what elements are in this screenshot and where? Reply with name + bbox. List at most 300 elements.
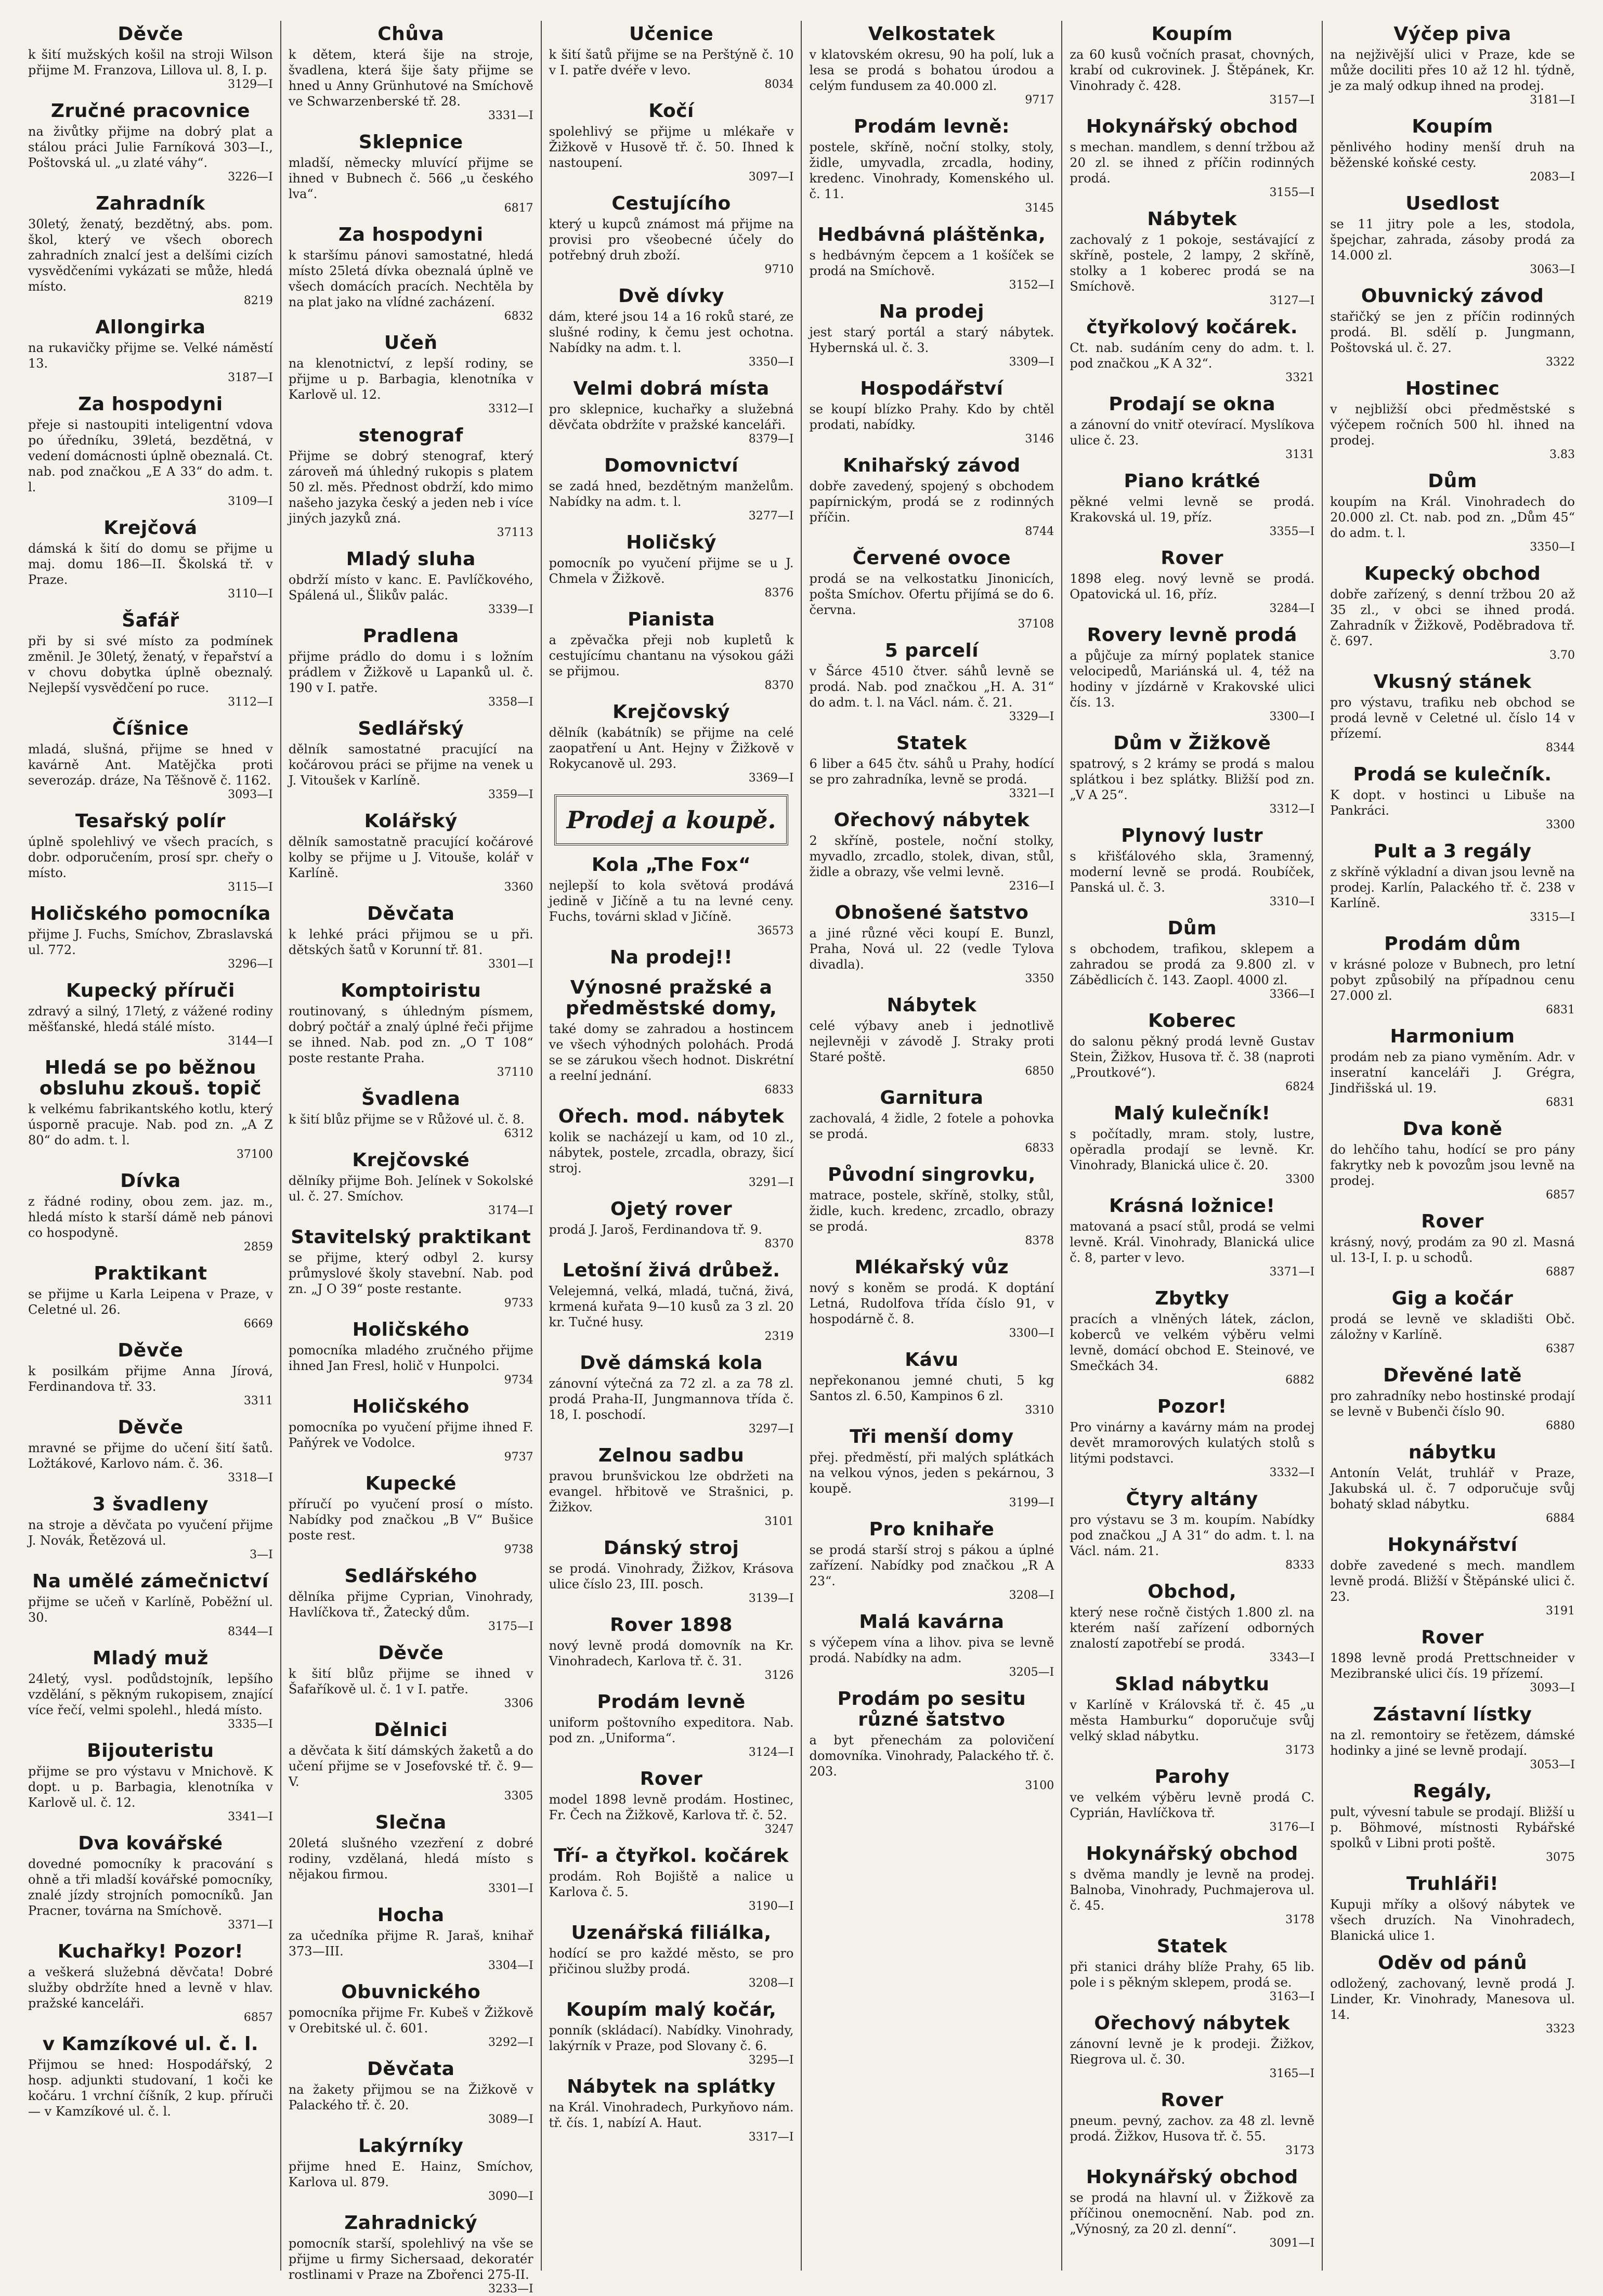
ad-code: 8370 bbox=[764, 1237, 794, 1250]
ad-heading: Gig a kočár bbox=[1391, 1288, 1514, 1309]
ad-code: 3332—I bbox=[1269, 1466, 1315, 1479]
ad-heading: Mladý sluha bbox=[346, 549, 476, 570]
ad-heading: Holičského bbox=[352, 1396, 470, 1417]
ad-code: 3178 bbox=[1285, 1913, 1315, 1926]
ad-code: 3310 bbox=[1025, 1404, 1054, 1417]
ad-code: 3371—I bbox=[228, 1919, 273, 1932]
ad-body: 1898 levně prodá Prettschneider v Mezibranské ulici čís. 19 přízemí. bbox=[1330, 1651, 1575, 1681]
classified-ad bbox=[289, 132, 533, 215]
ad-code: 3139—I bbox=[748, 1592, 794, 1605]
ad-code: 3295—I bbox=[748, 2054, 794, 2067]
classified-ad bbox=[549, 1538, 794, 1606]
classified-ad bbox=[1070, 1397, 1314, 1480]
ad-heading: Děvče bbox=[118, 1340, 184, 1361]
classified-ad bbox=[289, 1566, 533, 1634]
ad-heading: Prodají se okna bbox=[1109, 394, 1276, 415]
ad-body: spatrový, s 2 krámy se prodá s malou splátkou i bez splátky. Bližší pod zn. „V A 25“. bbox=[1070, 756, 1315, 802]
ad-heading: Statek bbox=[1156, 1936, 1228, 1957]
ad-heading: Pult a 3 regály bbox=[1373, 841, 1532, 862]
ad-code: 3.70 bbox=[1549, 649, 1575, 662]
ad-body: pěnlivého hodiny menší druh na běženské koňské cesty. bbox=[1330, 140, 1575, 170]
ad-body: hodící se pro každé město, se pro přičinou služby prodá. bbox=[549, 1946, 794, 1976]
ad-heading: Komptoiristu bbox=[341, 980, 481, 1001]
classified-ad bbox=[289, 904, 533, 971]
ad-code: 6387 bbox=[1545, 1342, 1575, 1355]
ad-heading: Mladý muž bbox=[93, 1648, 208, 1669]
ad-code: 6831 bbox=[1545, 1096, 1575, 1109]
ad-code: 3305 bbox=[504, 1790, 533, 1803]
classified-ad bbox=[28, 610, 273, 709]
ad-body: v nejbližší obci předměstské s výčepem ročních 500 hl. ihned na prodej. bbox=[1330, 402, 1575, 448]
ad-body: pomocníka přijme Fr. Kubeš v Žižkově v Orebitské ul. č. 601. bbox=[288, 2005, 533, 2036]
ad-body: z skříně výkladní a divan jsou levně na prodej. Karlín, Palackého tř. č. 238 v Karlíně. bbox=[1330, 865, 1575, 910]
classified-column bbox=[542, 21, 802, 2271]
ad-code: 3358—I bbox=[488, 696, 533, 709]
ad-code: 8376 bbox=[764, 586, 794, 599]
classified-column bbox=[21, 21, 281, 2271]
ad-code: 6831 bbox=[1545, 1003, 1575, 1016]
classified-ad bbox=[809, 1612, 1054, 1679]
ad-code: 3097—I bbox=[748, 171, 794, 184]
classified-ad bbox=[28, 2034, 273, 2119]
ad-code: 6887 bbox=[1545, 1266, 1575, 1279]
ad-heading: Prodám po sesitu různé šatstvo bbox=[837, 1688, 1026, 1730]
ad-body: celé výbavy aneb i jednotlivě nejlevněji v závodě J. Straky proti Staré poště. bbox=[809, 1019, 1054, 1064]
ad-body: v klatovském okresu, 90 ha polí, luk a lesa se prodá s bohatou úrodou a celým fundusem za 40.000 zl. bbox=[809, 47, 1054, 93]
ad-body: který u kupců známost má přijme na provisi pro všeobecné účely do potřebný druh zboží. bbox=[549, 217, 794, 263]
ad-body: se 11 jitry pole a les, stodola, špejchar, zahrada, zásoby prodá za 14.000 zl. bbox=[1330, 217, 1575, 263]
ad-body: Ct. nab. sudáním ceny do adm. t. l. pod značkou „K A 32“. bbox=[1070, 341, 1315, 371]
classified-ad bbox=[1330, 764, 1575, 832]
ad-code: 3292—I bbox=[488, 2036, 533, 2049]
classified-ad bbox=[28, 1833, 273, 1932]
ad-body: prodám. Roh Bojiště a nalice u Karlova č. 5. bbox=[549, 1869, 794, 1899]
ad-code: 3157—I bbox=[1269, 94, 1315, 107]
ad-code: 3291—I bbox=[748, 1176, 794, 1189]
ad-body: prodá se na velkostatku Jinonicích, pošta Smíchov. Ofertu přijímá se do 6. června. bbox=[809, 571, 1054, 617]
classified-ad bbox=[809, 1165, 1054, 1248]
ad-body: který nese ročně čistých 1.800 zl. na kterém naší zařízení odborných znalostí zapotřebí se prodá. bbox=[1070, 1605, 1315, 1651]
ad-code: 6817 bbox=[504, 202, 533, 215]
ad-body: při stanici dráhy blíže Prahy, 65 lib. pole i s pěkným sklepem, prodá se. bbox=[1070, 1960, 1315, 1990]
ad-heading: Výnosné pražské a předměstské domy, bbox=[565, 977, 777, 1019]
ad-body: matrace, postele, skříně, stolky, stůl, židle, kuch. kredenc, zrcadlo, obrazy se prodá. bbox=[809, 1188, 1054, 1234]
classified-ad bbox=[1070, 1011, 1314, 1094]
ad-body: příručí po vyučení prosí o místo. Nabídky pod značkou „B V“ Bušice poste rest. bbox=[288, 1497, 533, 1543]
ad-code: 3175—I bbox=[488, 1620, 533, 1633]
ad-heading: Regály, bbox=[1413, 1781, 1492, 1802]
ad-heading: Nábytek bbox=[1147, 208, 1237, 230]
classified-ad bbox=[28, 1941, 273, 2025]
ad-code: 37108 bbox=[1018, 618, 1054, 631]
classified-ad bbox=[1330, 841, 1575, 924]
ad-code: 3089—I bbox=[488, 2113, 533, 2126]
ad-body: nový levně prodá domovník na Kr. Vinohradech, Karlova tř. č. 31. bbox=[549, 1638, 794, 1668]
ad-body: přijme J. Fuchs, Smíchov, Zbraslavská ul. 772. bbox=[28, 927, 273, 957]
ad-body: pracích a vlněných látek, záclon, koberců ve velkém výběru velmi levně, domácí obchod E. Steinové, ve Smečkách 34. bbox=[1070, 1312, 1315, 1373]
classified-ad bbox=[1330, 1781, 1575, 1864]
ad-heading: Dva koně bbox=[1402, 1118, 1503, 1140]
ad-code: 3300 bbox=[1545, 818, 1575, 831]
ad-heading: Kolářský bbox=[364, 811, 458, 832]
classified-column bbox=[1062, 21, 1323, 2271]
ad-body: mladší, německy mluvící přijme se ihned v Bubnech č. 566 „u českého lva“. bbox=[288, 155, 533, 201]
ad-heading: Koupím bbox=[1151, 23, 1233, 45]
ad-heading: Bijouteristu bbox=[87, 1740, 214, 1762]
classified-ad bbox=[1070, 1844, 1314, 1927]
ad-heading: Zbytky bbox=[1155, 1288, 1230, 1309]
ad-code: 37113 bbox=[497, 526, 533, 539]
ad-code: 6833 bbox=[764, 1084, 794, 1097]
classified-ad bbox=[809, 1257, 1054, 1340]
ad-body: dělník samostatně pracující kočárové kolby se přijme u J. Vitouše, kolář v Karlíně. bbox=[288, 834, 533, 880]
ad-body: se koupí blízko Prahy. Kdo by chtěl prodati, nabídky. bbox=[809, 402, 1054, 432]
ad-body: a zpěvačka přeji nob kupletů k cestujícímu chantanu na výsokou gáži se přijmou. bbox=[549, 633, 794, 679]
ad-body: pneum. pevný, zachov. za 48 zl. levně prodá. Žižkov, Husova tř. č. 55. bbox=[1070, 2114, 1315, 2144]
classified-ad bbox=[809, 379, 1054, 446]
classified-ad bbox=[1330, 379, 1575, 462]
ad-heading: Učenice bbox=[629, 23, 714, 45]
ad-heading: Knihařský závod bbox=[843, 455, 1021, 476]
ad-heading: Nábytek na splátky bbox=[567, 2076, 776, 2097]
classified-ad bbox=[1070, 1196, 1314, 1279]
ad-code: 3—I bbox=[250, 1548, 273, 1561]
ad-heading: Nábytek bbox=[887, 995, 977, 1016]
classified-ad bbox=[1330, 471, 1575, 554]
classified-ad bbox=[1070, 826, 1314, 909]
ad-body: nejlepší to kola světová prodává jedině v Jičíně a tu na levné ceny. Fuchs, továrni sklad v Jičíně. bbox=[549, 878, 794, 924]
ad-body: pomocník starší, spolehlivý na vše se přijme u firmy Sichersaad, dekoratér rostlinami v Praze na Zbořenci 275-II. bbox=[288, 2236, 533, 2282]
classified-ad bbox=[289, 981, 533, 1079]
ad-body: k staršímu pánovi samostatné, hledá místo 25letá dívka obeznalá úplně ve všech domácích pracích. Nechtěla by na plat jako na vlídné zacházení. bbox=[288, 248, 533, 309]
ad-code: 6850 bbox=[1025, 1065, 1054, 1078]
ad-code: 3174—I bbox=[488, 1204, 533, 1217]
ad-heading: Dva kovářské bbox=[78, 1833, 223, 1854]
classified-ad bbox=[1330, 934, 1575, 1017]
classified-ad bbox=[809, 24, 1054, 107]
ad-heading: 3 švadleny bbox=[92, 1494, 209, 1515]
ad-body: dělník samostatné pracující na kočárovou práci se přijme na venek u J. Vitoušek v Karlíně. bbox=[288, 742, 533, 788]
classified-ad bbox=[1070, 24, 1314, 107]
ad-heading: Čtyry altány bbox=[1126, 1489, 1258, 1510]
ad-body: se zadá hned, bezdětným manželům. Nabídky na adm. t. l. bbox=[549, 479, 794, 509]
ad-code: 9737 bbox=[504, 1451, 533, 1464]
classified-ad bbox=[809, 810, 1054, 893]
ad-heading: Praktikant bbox=[94, 1263, 207, 1284]
ad-heading: Plynový lustr bbox=[1121, 825, 1263, 846]
ad-body: na živůtky přijme na dobrý plat a stálou práci Julie Farníková 303—I., Poštovská ul. „u zlaté váhy“. bbox=[28, 124, 273, 170]
ad-heading: Truhláři! bbox=[1406, 1873, 1499, 1895]
ad-heading: Původní singrovku, bbox=[827, 1164, 1036, 1185]
ad-body: na rukavičky přijme se. Velké náměstí 13. bbox=[28, 341, 273, 371]
ad-heading: Na prodej bbox=[879, 301, 985, 322]
classified-ad bbox=[1070, 1936, 1314, 2004]
ad-heading: Obnošené šatstvo bbox=[835, 902, 1029, 923]
ad-code: 3300 bbox=[1285, 1173, 1315, 1186]
ad-code: 8370 bbox=[764, 679, 794, 692]
ad-code: 3233—I bbox=[488, 2282, 533, 2295]
ad-heading: Kuchařky! Pozor! bbox=[57, 1941, 244, 1962]
classified-ad bbox=[549, 1615, 794, 1682]
ad-heading: Za hospodyni bbox=[78, 394, 223, 415]
ad-body: a půjčuje za mírný poplatek stanice velocipedů, Mariánská ul. 4, též na hodiny v jízdárně v Krakovské ulici čís. 13. bbox=[1070, 648, 1315, 710]
ad-body: s počítadly, mram. stoly, lustre, opěradla prodají se levně. Kr. Vinohrady, Blanická ulice č. 20. bbox=[1070, 1127, 1315, 1172]
classified-ad bbox=[289, 1089, 533, 1141]
classified-ad bbox=[289, 333, 533, 416]
ad-code: 9717 bbox=[1025, 94, 1054, 107]
classified-ad bbox=[289, 1150, 533, 1218]
ad-heading: Mlékařský vůz bbox=[854, 1257, 1009, 1278]
ad-heading: Rover 1898 bbox=[610, 1614, 733, 1636]
ad-code: 6857 bbox=[1545, 1189, 1575, 1202]
ad-heading: Stavitelský praktikant bbox=[291, 1227, 531, 1248]
classified-ad bbox=[1330, 564, 1575, 662]
ad-heading: Kola „The Fox“ bbox=[591, 854, 751, 876]
ad-body: dělníka přijme Cyprian, Vinohrady, Havlíčkova tř., Žatecký dům. bbox=[288, 1589, 533, 1620]
ad-heading: Malý kulečník! bbox=[1114, 1103, 1271, 1124]
classified-ad bbox=[1070, 2013, 1314, 2081]
classified-ad bbox=[549, 947, 794, 968]
ad-body: zánovní výtečná za 72 zl. a za 78 zl. prodá Praha-II, Jungmannova třída č. 18, I. poschodí. bbox=[549, 1376, 794, 1422]
ad-code: 3322 bbox=[1545, 356, 1575, 369]
ad-body: 6 liber a 645 čtv. sáhů u Prahy, hodící se pro zahradníka, levně se prodá. bbox=[809, 756, 1054, 787]
classified-ad bbox=[28, 1741, 273, 1824]
classified-ad bbox=[1070, 918, 1314, 1001]
ad-body: dobře zavedené s mech. mandlem levně prodá. Bližší v Štěpánské ulici č. 23. bbox=[1330, 1558, 1575, 1604]
classified-ad bbox=[549, 794, 794, 845]
ad-body: k šití blůz přijme se v Růžové ul. č. 8. bbox=[288, 1112, 525, 1127]
ad-body: pravou brunšvickou lze obdržeti na evangel. hřbitově ve Strašnici, p. Žižkov. bbox=[549, 1469, 794, 1515]
ad-body: pomocníka po vyučení přijme ihned F. Paňýrek ve Vodolce. bbox=[288, 1420, 533, 1450]
ad-heading: Hocha bbox=[377, 1904, 445, 1926]
ad-body: model 1898 levně prodám. Hostinec, Fr. Čech na Žižkově, Karlova tř. č. 52. bbox=[549, 1792, 794, 1822]
classified-ad bbox=[1330, 672, 1575, 755]
ad-body: na žakety přijmou se na Žižkově v Palackého tř. č. 20. bbox=[288, 2082, 533, 2112]
classified-ad bbox=[549, 101, 794, 184]
ad-heading: Krejčovský bbox=[612, 701, 730, 723]
classified-ad bbox=[809, 302, 1054, 369]
classified-ad bbox=[28, 904, 273, 971]
ad-code: 3323 bbox=[1545, 2023, 1575, 2036]
ad-heading: Rover bbox=[1161, 2090, 1224, 2111]
classified-ad bbox=[809, 1350, 1054, 1417]
ad-body: přijme se učeň v Karlíně, Poběžní ul. 30. bbox=[28, 1595, 273, 1625]
ad-body: na nejživější ulici v Praze, kde se může dociliti přes 10 až 12 hl. týdně, je za malý odkup ihned na prodej. bbox=[1330, 47, 1575, 93]
classified-ad bbox=[289, 1643, 533, 1711]
ad-heading: Švadlena bbox=[361, 1088, 461, 1110]
ad-body: pro výstavu se 3 m. koupím. Nabídky pod značkou „J A 31“ do adm. t. l. na Václ. nám. 21. bbox=[1070, 1512, 1315, 1558]
ad-heading: Na umělé zámečnictví bbox=[32, 1571, 269, 1592]
ad-heading: Cestujícího bbox=[611, 193, 731, 214]
ad-code: 3301—I bbox=[488, 958, 533, 971]
classified-column bbox=[802, 21, 1062, 2271]
ad-code: 8344 bbox=[1545, 741, 1575, 754]
ad-body: v Karlíně v Královská tř. č. 45 „u města Hamburku“ doporučuje svůj velký sklad nábytku. bbox=[1070, 1698, 1315, 1743]
ad-heading: Zástavní lístky bbox=[1373, 1704, 1532, 1725]
ad-code: 3350 bbox=[1025, 972, 1054, 985]
ad-heading: Zelnou sadbu bbox=[598, 1445, 745, 1466]
ad-body: pult, vývesní tabule se prodají. Bližší u p. Böhmové, místnosti Rybářské spolků v Libni proti poště. bbox=[1330, 1805, 1575, 1850]
ad-body: prodá J. Jaroš, Ferdinandova tř. 9. bbox=[549, 1222, 762, 1237]
ad-body: mladá, slušná, přijme se hned v kavárně Ant. Matějčka proti severozáp. dráze, Na Těšnově č. 1162. bbox=[28, 742, 273, 788]
ad-heading: Prodám dům bbox=[1384, 933, 1521, 955]
ad-body: na klenotnictví, z lepší rodiny, se přijme u p. Barbagia, klenotníka v Karlově ul. 12. bbox=[288, 356, 533, 402]
classified-ad bbox=[28, 1263, 273, 1331]
ad-heading: Oděv od pánů bbox=[1377, 1952, 1528, 1974]
ad-heading: Parohy bbox=[1154, 1766, 1230, 1788]
ad-heading: Vkusný stánek bbox=[1373, 671, 1532, 693]
ad-heading: Ořech. mod. nábytek bbox=[558, 1106, 785, 1127]
classified-ad bbox=[809, 733, 1054, 801]
ad-heading: Slečna bbox=[375, 1812, 447, 1833]
ad-body: s hedbávným čepcem a 1 košíček se prodá na Smíchově. bbox=[809, 248, 1054, 278]
ad-code: 3335—I bbox=[228, 1718, 273, 1731]
ad-heading: Dánský stroj bbox=[603, 1537, 739, 1559]
classified-ad bbox=[289, 1320, 533, 1387]
ad-heading: Domovnictví bbox=[604, 455, 739, 476]
ad-heading: Sedlářského bbox=[344, 1566, 477, 1587]
ad-code: 3247 bbox=[764, 1823, 794, 1836]
ad-code: 3304—I bbox=[488, 1959, 533, 1972]
ad-heading: Pro knihaře bbox=[869, 1519, 995, 1540]
ad-code: 8219 bbox=[243, 294, 273, 307]
ad-body: dobře zařízený, s denní tržbou 20 až 35 zl., v obci se ihned prodá. Zahradník v Žižkově, Poděbradova tř. č. 697. bbox=[1330, 587, 1575, 648]
classified-ad bbox=[1070, 1767, 1314, 1834]
ad-body: dámská k šití do domu se přijme u maj. domu 186—II. Školská tř. v Praze. bbox=[28, 541, 273, 587]
ad-code: 3284—I bbox=[1269, 602, 1315, 615]
ad-body: pro zahradníky nebo hostinské prodají se levně v Bubenči číslo 90. bbox=[1330, 1389, 1575, 1419]
ad-code: 3.83 bbox=[1549, 448, 1575, 461]
ad-code: 3165—I bbox=[1269, 2067, 1315, 2080]
classified-ad bbox=[549, 1846, 794, 1913]
ad-body: k lehké práci přijmou se u při. dětských šatů v Korunní tř. 81. bbox=[288, 927, 533, 957]
ad-code: 3190—I bbox=[748, 1900, 794, 1913]
ad-heading: Na prodej!! bbox=[610, 947, 733, 968]
ad-body: pomocník po vyučení přijme se u J. Chmela v Žižkově. bbox=[549, 556, 794, 586]
classified-ad bbox=[28, 193, 273, 308]
ad-body: při by si své místo za podmínek změnil. Je 30letý, ženatý, v řepařství a v chovu dobytka úplně obeznalý. Nejlepší vysvědčení po ruce. bbox=[28, 634, 273, 695]
ad-heading: Sedlářský bbox=[358, 718, 464, 739]
ad-body: matovaná a psací stůl, prodá se velmi levně. Král. Vinohrady, Blanická ulice č. 8, parter v levo. bbox=[1070, 1219, 1315, 1265]
classified-ad bbox=[289, 1473, 533, 1557]
classified-ad bbox=[28, 1494, 273, 1562]
classified-ad bbox=[289, 225, 533, 323]
ad-heading: Hokynářství bbox=[1387, 1534, 1518, 1556]
ad-body: kolik se nacházejí u kam, od 10 zl., nábytek, postele, zrcadla, obrazy, šicí stroj. bbox=[549, 1130, 794, 1176]
classified-ad bbox=[1070, 2167, 1314, 2250]
ad-heading: Rover bbox=[1421, 1627, 1484, 1648]
ad-heading: Garnitura bbox=[880, 1087, 984, 1108]
classified-ad bbox=[289, 549, 533, 617]
classified-ad bbox=[289, 24, 533, 123]
classified-ad bbox=[289, 2059, 533, 2127]
ad-body: koupím na Král. Vinohradech do 20.000 zl. Ct. nab. pod zn. „Dům 45“ do adm. t. l. bbox=[1330, 494, 1575, 540]
ad-heading: Prodá se kulečník. bbox=[1353, 764, 1552, 785]
classified-ad bbox=[1330, 1365, 1575, 1433]
ad-heading: Statek bbox=[896, 733, 967, 754]
ad-body: nepřekonanou jemné chuti, 5 kg Santos zl. 6.50, Kampinos 6 zl. bbox=[809, 1373, 1054, 1403]
ad-heading: Rover bbox=[1421, 1211, 1484, 1232]
ad-body: zdravý a silný, 17letý, z vážené rodiny měšťanské, hledá stálé místo. bbox=[28, 1004, 273, 1034]
ad-heading: Velmi dobrá místa bbox=[573, 378, 770, 399]
ad-code: 2083—I bbox=[1530, 171, 1575, 184]
classified-ad bbox=[1330, 1704, 1575, 1772]
ad-code: 2319 bbox=[764, 1330, 794, 1343]
ad-body: krásný, nový, prodám za 90 zl. Masná ul. 13-I, I. p. u schodů. bbox=[1330, 1235, 1575, 1265]
ad-code: 8344—I bbox=[228, 1625, 273, 1638]
ad-heading: Ořechový nábytek bbox=[1094, 2013, 1291, 2034]
classified-ad bbox=[549, 977, 794, 1097]
classified-ad bbox=[1070, 733, 1314, 816]
classified-ad bbox=[289, 2213, 533, 2296]
ad-code: 3131 bbox=[1285, 448, 1315, 461]
ad-code: 3093—I bbox=[1530, 1681, 1575, 1694]
ad-code: 8379—I bbox=[748, 433, 794, 446]
ad-body: nový s koněm se prodá. K doptání Letná, Rudolfova třída číslo 91, v hospodárně č. 8. bbox=[809, 1281, 1054, 1326]
ad-body: Přijmou se hned: Hospodářský, 2 hosp. adjunkti studovaní, 1 koči ke kočáru. 1 vrchní číšník, 2 kup. příruči — v Kamzíkové ul. č. l. bbox=[28, 2057, 273, 2119]
ad-heading: Hokynářský obchod bbox=[1086, 2167, 1298, 2188]
classified-ad bbox=[549, 1769, 794, 1836]
classified-ad bbox=[549, 532, 794, 600]
ad-body: Přijme se dobrý stenograf, který zároveň má úhledný rukopis s platem 50 zl. měs. Přednost obdrží, kdo mimo našeho jazyka český a jeden neb i více jiných jazyků zná. bbox=[288, 449, 533, 526]
ad-code: 3146 bbox=[1025, 433, 1054, 446]
classified-ad bbox=[1330, 1026, 1575, 1110]
ad-heading: Kávu bbox=[905, 1349, 959, 1371]
ad-body: s výčepem vína a lihov. piva se levně prodá. Nabídky na adm. bbox=[809, 1635, 1054, 1665]
ad-heading: Hokynářský obchod bbox=[1086, 116, 1298, 137]
ad-code: 3315—I bbox=[1530, 911, 1575, 924]
ad-body: na stroje a děvčata po vyučení přijme J. Novák, Řetězová ul. bbox=[28, 1518, 273, 1548]
classified-ad bbox=[1070, 1288, 1314, 1387]
classified-ad bbox=[549, 455, 794, 523]
classified-ad bbox=[289, 1720, 533, 1803]
ad-code: 2316—I bbox=[1009, 880, 1054, 893]
ad-heading: Učeň bbox=[384, 332, 438, 354]
ad-code: 3296—I bbox=[228, 958, 273, 971]
ad-code: 3208—I bbox=[748, 1977, 794, 1990]
ad-body: prodám neb za piano vyměním. Adr. v inseratní kanceláři J. Grégra, Jindřišská ul. 19. bbox=[1330, 1050, 1575, 1095]
classified-ad bbox=[809, 225, 1054, 292]
ad-code: 3350—I bbox=[1530, 541, 1575, 554]
ad-body: s mechan. mandlem, s denní tržbou až 20 zl. se ihned z příčin rodinných prodá. bbox=[1070, 140, 1315, 186]
ad-code: 3110—I bbox=[228, 588, 273, 601]
ad-heading: Malá kavárna bbox=[859, 1611, 1005, 1633]
ad-body: stařičký se jen z příčin rodinných prodá. Bl. sdělí p. Jungmann, Poštovská ul. č. 27. bbox=[1330, 309, 1575, 355]
ad-body: uniform poštovního expeditora. Nab. pod zn. „Uniforma“. bbox=[549, 1715, 794, 1745]
ad-code: 3366—I bbox=[1269, 988, 1315, 1001]
ad-heading: Prodám levně: bbox=[853, 116, 1010, 137]
classified-ad bbox=[1070, 1103, 1314, 1186]
ad-heading: Piano krátké bbox=[1124, 471, 1260, 492]
ad-body: ve velkém výběru levně prodá C. Cyprián, Havlíčkova tř. bbox=[1070, 1790, 1315, 1820]
classified-ad bbox=[28, 1340, 273, 1408]
ad-code: 3101 bbox=[764, 1515, 794, 1528]
ad-body: s obchodem, trafikou, sklepem a zahradou se prodá za 9.800 zl. v Zábědlicích č. 143. Zaopl. 4000 zl. bbox=[1070, 942, 1315, 987]
ad-heading: 5 parcelí bbox=[884, 640, 979, 661]
classified-ad bbox=[289, 626, 533, 709]
classified-ad bbox=[289, 1397, 533, 1464]
ad-body: se přijme, který odbyl 2. kursy průmyslové školy stavební. Nab. pod zn. „J O 39“ poste restante. bbox=[288, 1250, 533, 1296]
ad-heading: Harmonium bbox=[1390, 1026, 1515, 1047]
ad-code: 3301—I bbox=[488, 1882, 533, 1895]
ad-heading: Rover bbox=[1161, 547, 1224, 569]
ad-code: 3321—I bbox=[1009, 787, 1054, 800]
classified-ad bbox=[809, 116, 1054, 215]
ad-body: k šití blůz přijme se ihned v Šafaříkově ul. č. 1 v I. patře. bbox=[288, 1666, 533, 1697]
ad-code: 3075 bbox=[1545, 1851, 1575, 1864]
ad-code: 9734 bbox=[504, 1374, 533, 1387]
ad-code: 3360 bbox=[504, 881, 533, 894]
